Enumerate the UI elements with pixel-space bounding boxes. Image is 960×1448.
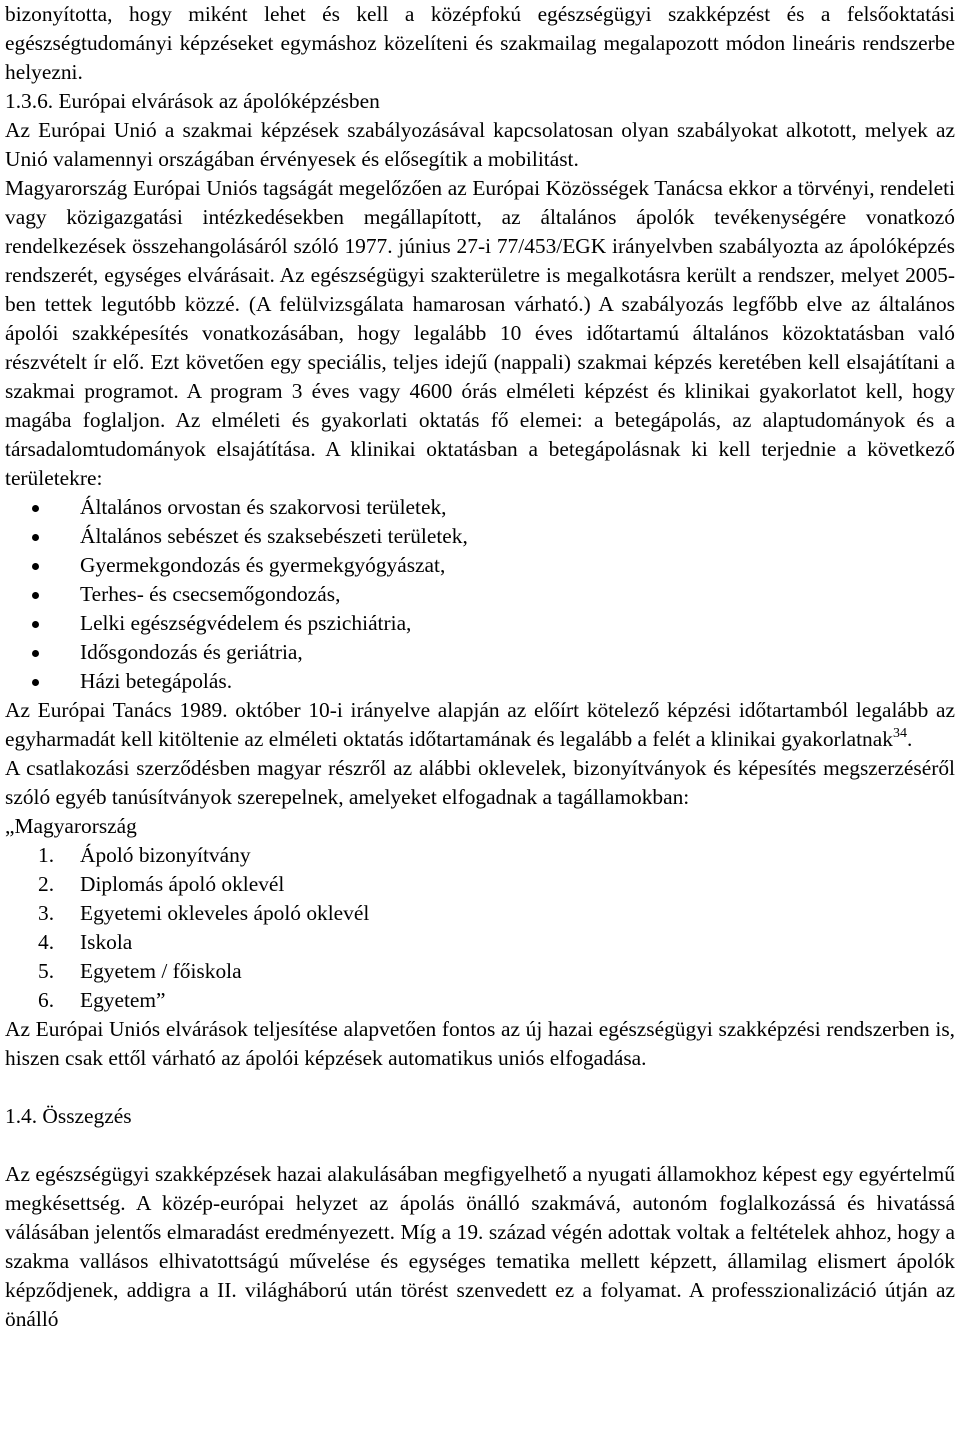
list-item — [5, 609, 955, 638]
list-number: 4. — [38, 930, 55, 954]
list-item-text: Gyermekgondozás és gyermekgyógyászat, — [80, 553, 446, 577]
list-item — [5, 551, 955, 580]
list-item-text: Házi betegápolás. — [80, 669, 233, 693]
bullet-icon — [32, 563, 39, 570]
list-item-text: Idősgondozás és geriátria, — [80, 640, 303, 664]
paragraph-end: . — [906, 727, 913, 751]
paragraph-eu-regulation: Az Európai Unió a szakmai képzések szabályozásával kapcsolatosan olyan szabályokat alkotott, melyek az Unió valamennyi országában érvényesek és elősegítik a mobilitást. — [5, 118, 955, 171]
list-item — [5, 928, 955, 957]
bullet-icon — [32, 592, 39, 599]
paragraph-summary: Az egészségügyi szakképzések hazai alakulásában megfigyelhető a nyugati államokhoz képest egy egyértelmű megkésettség. A közép-európai helyzet az ápolás önálló szakmává, autonóm foglalkozássá és hivatássá válásában jelentős elmaradást eredményezett. Míg a 19. század végén adottak voltak a feltételek ahhoz, hogy a szakma vallásos elhivatottságú művelése és egységes tematika mellett képzett, államilag elismert ápolók képződjenek, addigra a II. világháború után törést szenvedett ez a folyamat. A professzionalizáció útján az önálló — [5, 1162, 955, 1331]
bullet-icon — [32, 505, 39, 512]
paragraph-european-council — [5, 696, 955, 754]
bullet-icon — [32, 679, 39, 686]
list-item-text: Terhes- és csecsemőgondozás, — [80, 582, 341, 606]
paragraph-text: Az Európai Tanács 1989. október 10-i irányelve alapján az előírt kötelező képzési időtartamból legalább az egyharmadát kell kitöltenie az elméleti oktatás időtartamának és legalább a felét a klinikai gyakorlatnak — [5, 698, 955, 751]
list-item — [5, 580, 955, 609]
section-heading-1-4: 1.4. Összegzés — [5, 1104, 132, 1128]
clinical-areas-list — [5, 493, 955, 696]
list-item — [5, 522, 955, 551]
list-item — [5, 841, 955, 870]
list-item — [5, 986, 955, 1015]
list-item — [5, 638, 955, 667]
list-item-text: Diplomás ápoló oklevél — [80, 872, 285, 896]
list-item — [5, 667, 955, 696]
list-number: 1. — [38, 843, 55, 867]
list-item-text: Ápoló bizonyítvány — [80, 843, 251, 867]
list-item — [5, 899, 955, 928]
list-item-text: Egyetem / főiskola — [80, 959, 242, 983]
quote-start: „Magyarország — [5, 814, 137, 838]
paragraph-eu-expectations: Az Európai Uniós elvárások teljesítése alapvetően fontos az új hazai egészségügyi szakképzési rendszerben is, hiszen csak ettől várható az ápolói képzések automatikus uniós elfogadása. — [5, 1017, 955, 1070]
list-item — [5, 870, 955, 899]
list-item-text: Iskola — [80, 930, 133, 954]
list-number: 5. — [38, 959, 55, 983]
bullet-icon — [32, 621, 39, 628]
section-heading-1-3-6: 1.3.6. Európai elvárások az ápolóképzésben — [5, 89, 380, 113]
document-page — [5, 0, 955, 1334]
list-item-text: Lelki egészségvédelem és pszichiátria, — [80, 611, 412, 635]
list-item — [5, 957, 955, 986]
qualifications-list — [5, 841, 955, 1015]
list-number: 2. — [38, 872, 55, 896]
list-item — [5, 493, 955, 522]
list-number: 6. — [38, 988, 55, 1012]
intro-paragraph: bizonyította, hogy miként lehet és kell a középfokú egészségügyi szakképzést és a felsőoktatási egészségtudományi képzéseket egymáshoz közelíteni és szakmailag megalapozott módon lineáris rendszerbe helyezni. — [5, 2, 955, 84]
bullet-icon — [32, 534, 39, 541]
paragraph-accession-treaty: A csatlakozási szerződésben magyar részről az alábbi oklevelek, bizonyítványok és képesítés megszerzéséről szóló egyéb tanúsítványok szerepelnek, amelyeket elfogadnak a tagállamokban: — [5, 756, 955, 809]
footnote-reference[interactable]: 34 — [892, 726, 907, 741]
list-item-text: Egyetemi okleveles ápoló oklevél — [80, 901, 370, 925]
paragraph-directive: Magyarország Európai Uniós tagságát megelőzően az Európai Közösségek Tanácsa ekkor a törvényi, rendeleti vagy közigazgatási intézkedésekben megállapított, az általános ápolók tevékenységére vonatkozó rendelkezések összehangolásáról szóló 1977. június 27-i 77/453/EGK irányelvben szabályozta az ápolóképzés rendszerét, egységes elvárásait. Az egészségügyi szakterületre is megalkotásra került a rendszer, melyet 2005-ben tettek legutóbb közzé. (A felülvizsgálata hamarosan várható.) A szabályozás legfőbb elve az általános ápolói szakképesítés vonatkozásában, hogy legalább 10 éves időtartamú általános közoktatásban való részvételt ír elő. Ezt követően egy speciális, teljes idejű (nappali) szakmai képzés keretében kell elsajátítani a szakmai programot. A program 3 éves vagy 4600 órás elméleti képzést és klinikai gyakorlatot kell, hogy magába foglaljon. Az elméleti és gyakorlati oktatás fő elemei: a betegápolás, az alaptudományok és a társadalomtudományok elsajátítása. A klinikai oktatásban a betegápolásnak ki kell terjednie a következő területekre: — [5, 176, 955, 490]
list-item-text: Általános orvostan és szakorvosi területek, — [80, 495, 447, 519]
list-item-text: Általános sebészet és szaksebészeti területek, — [80, 524, 468, 548]
bullet-icon — [32, 650, 39, 657]
list-item-text: Egyetem” — [80, 988, 166, 1012]
list-number: 3. — [38, 901, 55, 925]
